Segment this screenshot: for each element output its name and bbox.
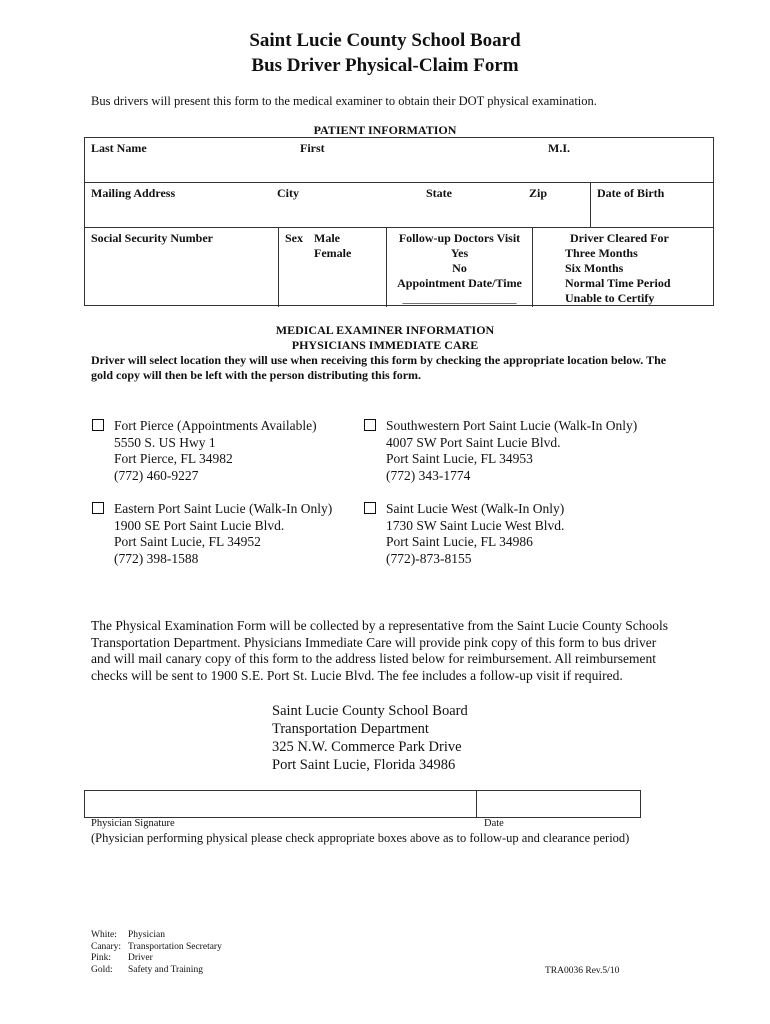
patient-info-heading: PATIENT INFORMATION [313,123,457,137]
location-name: Fort Pierce (Appointments Available) [114,418,317,433]
physician-signature-label: Physician Signature [91,818,175,829]
location-city: Fort Pierce, FL 34982 [114,451,233,466]
location-name: Saint Lucie West (Walk-In Only) [386,501,565,516]
form-number: TRA0036 Rev.5/10 [545,966,620,976]
state-field[interactable]: State [426,186,452,200]
address-line1: Saint Lucie County School Board [272,703,468,719]
mailing-address-field[interactable]: Mailing Address [91,186,176,200]
date-label: Date [484,818,504,829]
sex-option-male[interactable]: Male [314,231,340,245]
city-field[interactable]: City [277,186,299,200]
physician-note: (Physician performing physical please check appropriate boxes above as to follow-up and clearance period) [91,831,630,845]
address-line2: Transportation Department [272,721,429,737]
medical-examiner-heading: MEDICAL EXAMINER INFORMATION [275,323,495,337]
physician-signature-input[interactable] [86,792,474,816]
distribution-row: White: Physician [91,930,165,940]
checkbox-fort-pierce[interactable] [92,419,104,431]
location-phone: (772) 460-9227 [114,467,199,483]
location-southwestern-psl [386,418,637,484]
mailing-address-block [272,702,468,774]
followup-label: Follow-up Doctors Visit [398,231,521,245]
driver-cleared-label: Driver Cleared For [570,231,669,245]
signature-box [84,790,641,818]
location-city: Port Saint Lucie, FL 34952 [114,534,261,549]
middle-initial-field[interactable]: M.I. [548,141,570,155]
location-instructions: Driver will select location they will use when receiving this form by checking the appropriate location below. The gold copy will then be left with the person distributing this form. [91,353,667,382]
form-title-line1: Saint Lucie County School Board [249,30,521,51]
appointment-input-line[interactable]: ___________________ [402,291,517,305]
location-phone: (772) 398-1588 [114,550,199,566]
collection-paragraph: The Physical Examination Form will be collected by a representative from the Saint Lucie County Schools Transportation Department. Physicians Immediate Care will provide pink copy of this form to bus driver and will mail canary copy of this form to the address listed below for reimbursement. All reimbursement checks will be sent to 1900 S.E. Port St. Lucie Blvd. The fee includes a follow-up visit if required. [91,618,668,683]
cleared-option-six-months[interactable]: Six Months [565,261,624,275]
sex-label: Sex [285,231,303,245]
driver-cleared-block [565,231,671,306]
location-phone: (772) 343-1774 [386,467,471,483]
location-eastern-psl [114,501,332,567]
followup-visit-block [387,231,532,306]
distribution-row: Gold: Safety and Training [91,964,203,975]
intro-text: Bus drivers will present this form to the medical examiner to obtain their DOT physical examination. [91,94,597,108]
checkbox-eastern-psl[interactable] [92,502,104,514]
address-line4: Port Saint Lucie, Florida 34986 [272,757,456,773]
location-saint-lucie-west [386,501,564,567]
form-title-line2: Bus Driver Physical-Claim Form [251,55,519,76]
location-street: 5550 S. US Hwy 1 [114,434,216,450]
patient-info-table [84,137,714,306]
location-street: 4007 SW Port Saint Lucie Blvd. [386,434,561,450]
followup-option-no[interactable]: No [452,261,467,275]
date-input[interactable] [478,792,639,816]
cleared-option-normal[interactable]: Normal Time Period [565,276,671,290]
location-name: Eastern Port Saint Lucie (Walk-In Only) [114,501,333,516]
location-name: Southwestern Port Saint Lucie (Walk-In Only) [386,418,638,433]
appointment-label: Appointment Date/Time [397,276,522,290]
cleared-option-three-months[interactable]: Three Months [565,246,638,260]
ssn-field[interactable]: Social Security Number [91,231,213,245]
date-of-birth-field[interactable]: Date of Birth [597,186,665,200]
zip-field[interactable]: Zip [529,186,548,200]
checkbox-southwestern-psl[interactable] [364,419,376,431]
location-fort-pierce [114,418,317,484]
distribution-row: Pink: Driver [91,953,153,963]
checkbox-saint-lucie-west[interactable] [364,502,376,514]
location-city: Port Saint Lucie, FL 34953 [386,451,533,466]
location-street: 1900 SE Port Saint Lucie Blvd. [114,517,285,533]
location-city: Port Saint Lucie, FL 34986 [386,534,533,549]
location-street: 1730 SW Saint Lucie West Blvd. [386,517,565,533]
physicians-heading: PHYSICIANS IMMEDIATE CARE [291,338,479,352]
last-name-field[interactable]: Last Name [91,141,147,155]
location-phone: (772)-873-8155 [386,550,472,566]
sex-option-female[interactable]: Female [314,246,352,260]
address-line3: 325 N.W. Commerce Park Drive [272,739,462,755]
distribution-list [91,930,222,976]
first-name-field[interactable]: First [300,141,325,155]
cleared-option-unable[interactable]: Unable to Certify [565,291,655,305]
distribution-row: Canary: Transportation Secretary [91,941,222,952]
followup-option-yes[interactable]: Yes [450,246,469,260]
